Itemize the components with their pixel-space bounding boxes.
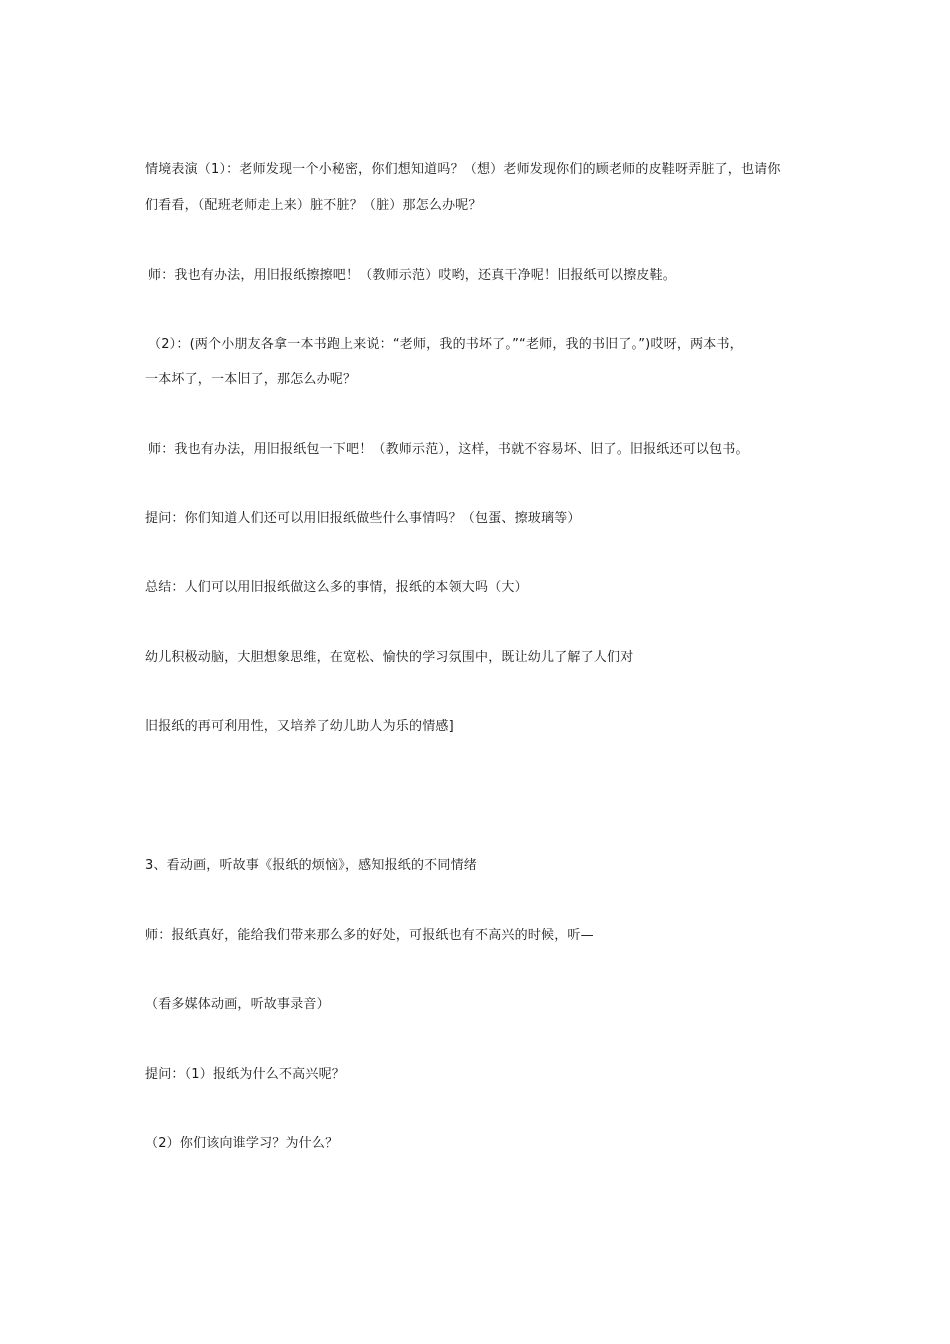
paragraph-line: 一本坏了，一本旧了，那怎么办呢？: [145, 372, 357, 387]
paragraph-line: 师：我也有办法，用旧报纸擦擦吧！（教师示范）哎哟，还真干净呢！旧报纸可以擦皮鞋。: [148, 268, 677, 283]
paragraph-line: 幼儿积极动脑，大胆想象思维，在宽松、愉快的学习氛围中，既让幼儿了解了人们对: [145, 650, 634, 665]
paragraph-line: 提问：你们知道人们还可以用旧报纸做些什么事情吗？（包蛋、擦玻璃等）: [145, 511, 581, 526]
paragraph-line: 总结：人们可以用旧报纸做这么多的事情，报纸的本领大吗（大）: [145, 580, 528, 595]
paragraph-line: （2）：(两个小朋友各拿一本书跑上来说：“老师，我的书坏了。”“老师，我的书旧了。”)哎呀，两本书，: [148, 337, 743, 352]
paragraph-line: 提问：（1）报纸为什么不高兴呢？: [145, 1067, 345, 1082]
paragraph-line: （看多媒体动画，听故事录音）: [145, 997, 330, 1012]
paragraph-line: （2）你们该向谁学习？为什么？: [145, 1136, 339, 1151]
section-heading: 3、看动画，听故事《报纸的烦恼》，感知报纸的不同情绪: [145, 858, 477, 873]
paragraph-line: 情境表演（1）：老师发现一个小秘密，你们想知道吗？（想）老师发现你们的顾老师的皮鞋呀弄脏了，也请你: [145, 162, 781, 177]
paragraph-line: 们看看，（配班老师走上来）脏不脏？（脏）那怎么办呢？: [145, 198, 482, 213]
paragraph-line: 师：我也有办法，用旧报纸包一下吧！（教师示范），这样，书就不容易坏、旧了。旧报纸还可以包书。: [148, 442, 749, 457]
paragraph-line: 师：报纸真好，能给我们带来那么多的好处，可报纸也有不高兴的时候，听—: [145, 928, 594, 943]
paragraph-line: 旧报纸的再可利用性，又培养了幼儿助人为乐的情感]: [145, 719, 454, 734]
